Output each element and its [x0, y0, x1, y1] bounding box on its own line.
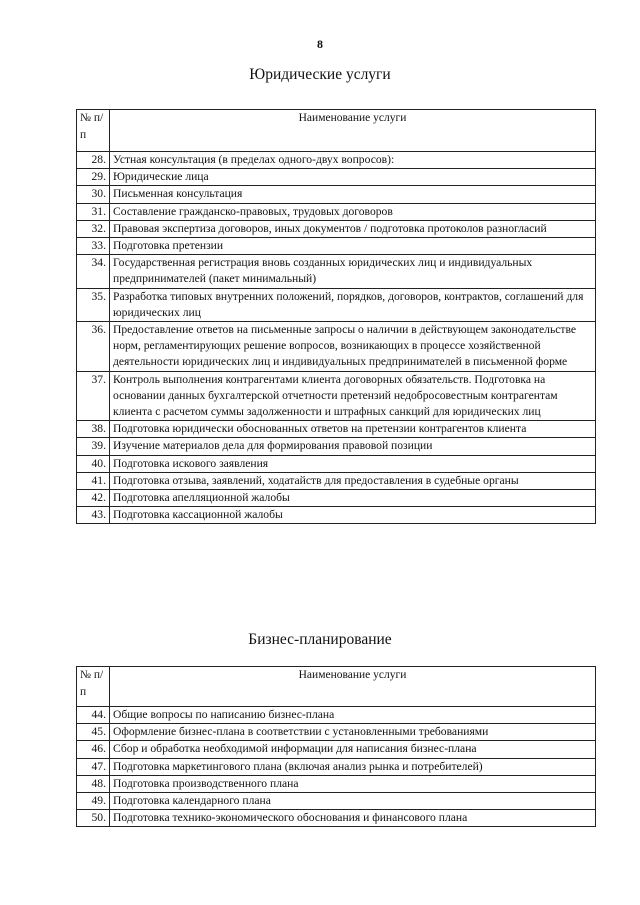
table-row — [77, 152, 596, 169]
row-number: 34. — [77, 255, 110, 288]
row-number: 49. — [77, 793, 110, 810]
service-name: Подготовка производственного плана — [110, 775, 596, 792]
service-name: Изучение материалов дела для формирования правовой позиции — [110, 438, 596, 455]
service-name: Подготовка юридически обоснованных ответов на претензии контрагентов клиента — [110, 421, 596, 438]
business-planning-table — [76, 666, 596, 827]
table-row — [77, 371, 596, 421]
row-number: 32. — [77, 220, 110, 237]
row-number: 40. — [77, 455, 110, 472]
service-name: Правовая экспертиза договоров, иных документов / подготовка протоколов разногласий — [110, 220, 596, 237]
service-name: Составление гражданско-правовых, трудовых договоров — [110, 203, 596, 220]
table-row — [77, 775, 596, 792]
table-header-row — [77, 110, 596, 152]
table-row — [77, 810, 596, 827]
row-number: 28. — [77, 152, 110, 169]
row-number: 35. — [77, 288, 110, 321]
service-name: Разработка типовых внутренних положений, порядков, договоров, контрактов, соглашений для юридических лиц — [110, 288, 596, 321]
table-row — [77, 758, 596, 775]
row-number: 30. — [77, 186, 110, 203]
table-row — [77, 186, 596, 203]
business-planning-body — [77, 707, 596, 827]
row-number: 41. — [77, 472, 110, 489]
row-number: 48. — [77, 775, 110, 792]
service-name: Подготовка претензии — [110, 238, 596, 255]
service-name: Подготовка календарного плана — [110, 793, 596, 810]
table-row — [77, 507, 596, 524]
service-name: Сбор и обработка необходимой информации для написания бизнес-плана — [110, 741, 596, 758]
table-row — [77, 438, 596, 455]
table-header-row — [77, 667, 596, 707]
row-number: 36. — [77, 322, 110, 372]
row-number: 44. — [77, 707, 110, 724]
service-name: Государственная регистрация вновь созданных юридических лиц и индивидуальных предпринимателей (пакет минимальный) — [110, 255, 596, 288]
service-name: Подготовка отзыва, заявлений, ходатайств для предоставления в судебные органы — [110, 472, 596, 489]
row-number: 47. — [77, 758, 110, 775]
table-row — [77, 741, 596, 758]
table-row — [77, 255, 596, 288]
service-name: Подготовка маркетингового плана (включая анализ рынка и потребителей) — [110, 758, 596, 775]
table-row — [77, 169, 596, 186]
table-row — [77, 472, 596, 489]
row-number: 46. — [77, 741, 110, 758]
row-number: 38. — [77, 421, 110, 438]
column-header-name: Наименование услуги — [110, 667, 596, 707]
legal-services-body — [77, 152, 596, 524]
row-number: 31. — [77, 203, 110, 220]
row-number: 45. — [77, 724, 110, 741]
service-name: Контроль выполнения контрагентами клиента договорных обязательств. Подготовка на основании данных бухгалтерской отчетности претензий недобросовестным контрагентам клиента с расчетом суммы задолженности и штрафных санкций для юридических лиц — [110, 371, 596, 421]
service-name: Оформление бизнес-плана в соответствии с установленными требованиями — [110, 724, 596, 741]
row-number: 33. — [77, 238, 110, 255]
service-name: Подготовка кассационной жалобы — [110, 507, 596, 524]
column-header-number: № п/п — [77, 110, 110, 152]
table-row — [77, 288, 596, 321]
row-number: 37. — [77, 371, 110, 421]
service-name: Подготовка апелляционной жалобы — [110, 490, 596, 507]
legal-services-table — [76, 109, 596, 524]
table-row — [77, 455, 596, 472]
row-number: 43. — [77, 507, 110, 524]
section-title-business-planning: Бизнес-планирование — [248, 631, 392, 648]
table-row — [77, 220, 596, 237]
table-row — [77, 707, 596, 724]
page-number: 8 — [317, 37, 323, 51]
row-number: 39. — [77, 438, 110, 455]
service-name: Юридические лица — [110, 169, 596, 186]
service-name: Письменная консультация — [110, 186, 596, 203]
table-row — [77, 793, 596, 810]
table-row — [77, 322, 596, 372]
table-row — [77, 421, 596, 438]
row-number: 50. — [77, 810, 110, 827]
row-number: 29. — [77, 169, 110, 186]
table-row — [77, 238, 596, 255]
section-title-legal: Юридические услуги — [249, 66, 391, 83]
table-row — [77, 490, 596, 507]
column-header-name: Наименование услуги — [110, 110, 596, 152]
table-row — [77, 724, 596, 741]
service-name: Предоставление ответов на письменные запросы о наличии в действующем законодательстве норм, регламентирующих решение вопросов, возникающих в процессе хозяйственной деятельности юридических лиц и индивидуальных предпринимателей в письменной форме — [110, 322, 596, 372]
table-row — [77, 203, 596, 220]
service-name: Подготовка искового заявления — [110, 455, 596, 472]
service-name: Общие вопросы по написанию бизнес-плана — [110, 707, 596, 724]
service-name: Устная консультация (в пределах одного-двух вопросов): — [110, 152, 596, 169]
service-name: Подготовка технико-экономического обоснования и финансового плана — [110, 810, 596, 827]
column-header-number: № п/п — [77, 667, 110, 707]
row-number: 42. — [77, 490, 110, 507]
